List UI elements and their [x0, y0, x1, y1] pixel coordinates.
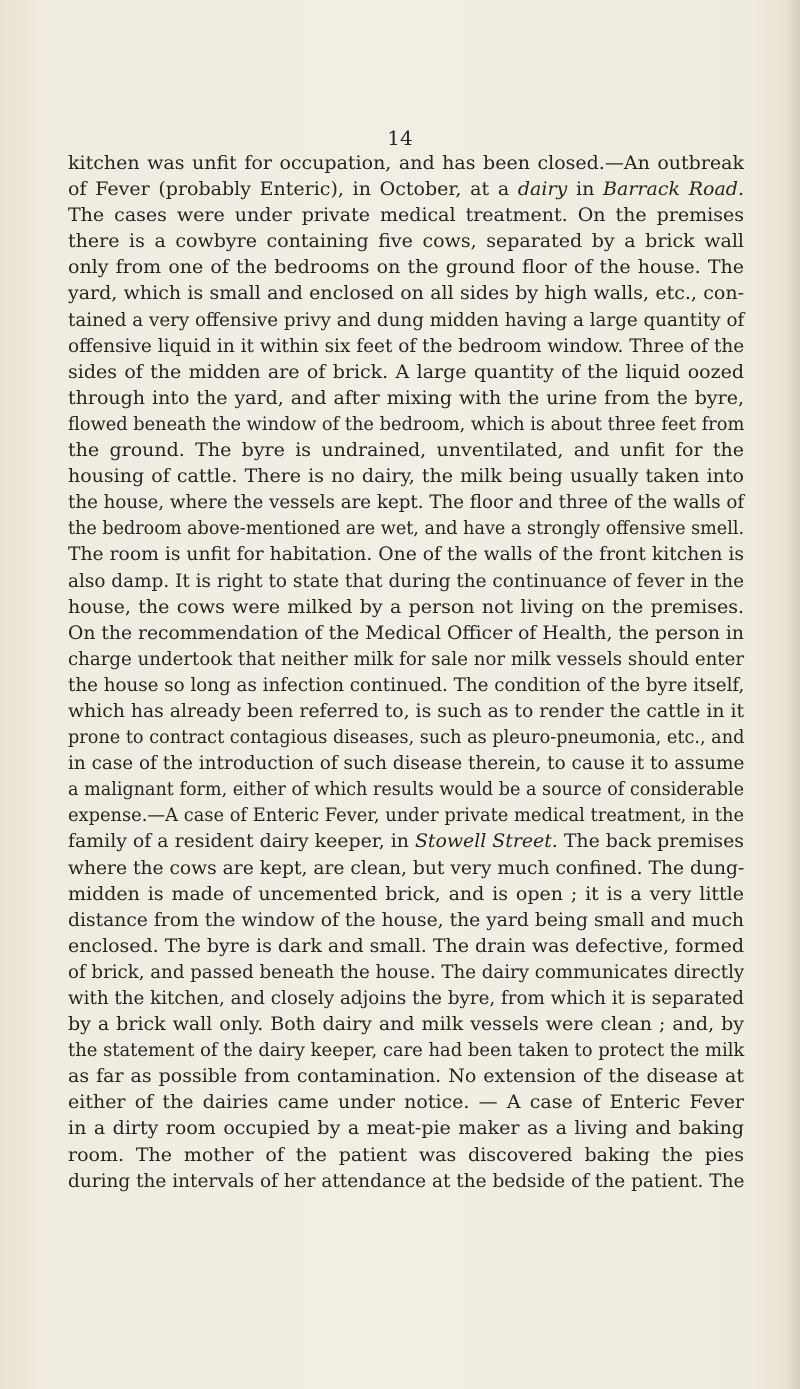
text-line	[68, 646, 744, 672]
text-line	[68, 1011, 744, 1037]
text-run: tained a very offensive privy and dung midden having a large quantity of	[68, 308, 745, 331]
text-line	[68, 1168, 744, 1194]
text-line	[68, 254, 744, 280]
text-run: enclosed. The byre is dark and small. The drain was defective, formed	[68, 934, 744, 957]
text-run: housing of cattle. There is no dairy, the milk being usually taken into	[68, 465, 744, 488]
text-run: kitchen was unfit for occupation, and has been closed.—An outbreak	[68, 152, 744, 174]
text-run: midden is made of uncemented brick, and is open ; it is a very little	[68, 882, 744, 905]
text-line	[68, 228, 744, 254]
text-run: distance from the window of the house, the yard being small and much	[68, 908, 744, 931]
text-line	[68, 489, 744, 515]
text-line	[68, 1063, 744, 1089]
text-line	[68, 933, 744, 959]
text-line	[68, 750, 744, 776]
text-line	[68, 855, 744, 881]
text-line	[68, 568, 744, 594]
text-run: prone to contract contagious diseases, such as pleuro-pneumonia, etc., and	[68, 726, 745, 749]
text-line	[68, 1142, 744, 1168]
text-line	[68, 620, 744, 646]
text-line	[68, 1115, 744, 1141]
text-line	[68, 594, 744, 620]
text-run: The room is unfit for habitation. One of the walls of the front kitchen is	[68, 543, 744, 566]
text-run: house, the cows were milked by a person not living on the premises.	[68, 595, 744, 618]
text-run: the ground. The byre is undrained, unventilated, and unfit for the	[68, 439, 744, 462]
text-run: On the recommendation of the Medical Officer of Health, the person in	[68, 621, 744, 644]
text-line	[68, 307, 744, 333]
text-line	[68, 150, 744, 176]
text-line	[68, 202, 744, 228]
text-line	[68, 541, 744, 567]
text-line	[68, 881, 744, 907]
text-run: The back premises	[557, 830, 745, 853]
text-run: in	[567, 178, 604, 201]
text-line	[68, 1037, 744, 1063]
text-run: where the cows are kept, are clean, but very much confined. The dung-	[68, 856, 745, 879]
text-line	[68, 907, 744, 933]
text-run: only from one of the bedrooms on the ground floor of the house. The	[68, 256, 744, 279]
italic-run: dairy	[517, 178, 568, 201]
text-run: The cases were under private medical treatment. On the premises	[68, 204, 744, 227]
text-line	[68, 672, 744, 698]
text-run: offensive liquid in it within six feet of the bedroom window. Three of the	[68, 334, 745, 357]
text-run: family of a resident dairy keeper, in	[68, 830, 415, 853]
text-line	[68, 515, 744, 541]
text-run: there is a cowbyre containing five cows, separated by a brick wall	[68, 230, 744, 253]
text-run: in a dirty room occupied by a meat-pie maker as a living and baking	[68, 1117, 744, 1140]
text-run: with the kitchen, and closely adjoins the byre, from which it is separated	[68, 987, 745, 1009]
text-line	[68, 176, 744, 202]
text-run: which has already been referred to, is such as to render the cattle in it	[68, 699, 745, 722]
text-line	[68, 985, 744, 1011]
italic-run: Stowell Street.	[414, 830, 558, 853]
text-run: charge undertook that neither milk for sale nor milk vessels should enter	[68, 647, 745, 670]
text-run: either of the dairies came under notice. — A case of Enteric Fever	[68, 1091, 744, 1114]
text-run: the bedroom above-mentioned are wet, and have a strongly offensive smell.	[68, 517, 745, 540]
text-run: yard, which is small and enclosed on all sides by high walls, etc., con-	[68, 282, 744, 305]
text-run: a malignant form, either of which results would be a source of considerable	[68, 778, 745, 801]
text-line	[68, 802, 744, 828]
text-run: by a brick wall only. Both dairy and milk vessels were clean ; and, by	[68, 1013, 744, 1036]
text-line	[68, 776, 744, 802]
text-line	[68, 385, 744, 411]
page-number: 14	[387, 126, 413, 150]
text-run: expense.—A case of Enteric Fever, under private medical treatment, in the	[68, 804, 745, 827]
text-line	[68, 1089, 744, 1115]
text-line	[68, 437, 744, 463]
text-run: sides of the midden are of brick. A large quantity of the liquid oozed	[68, 360, 744, 383]
italic-run: Barrack Road.	[603, 178, 744, 201]
text-run: flowed beneath the window of the bedroom, which is about three feet from	[68, 412, 745, 435]
text-line	[68, 280, 744, 306]
text-line	[68, 828, 744, 854]
text-line	[68, 698, 744, 724]
text-run: through into the yard, and after mixing with the urine from the byre,	[68, 386, 744, 409]
text-run: the house so long as infection continued. The condition of the byre itself,	[68, 673, 745, 696]
text-line	[68, 359, 744, 385]
text-line	[68, 724, 744, 750]
text-line	[68, 411, 744, 437]
text-run: room. The mother of the patient was discovered baking the pies	[68, 1143, 744, 1166]
text-run: in case of the introduction of such disease therein, to cause it to assume	[68, 752, 745, 775]
body-text	[68, 150, 744, 1194]
text-run: of brick, and passed beneath the house. The dairy communicates directly	[68, 960, 745, 983]
text-run: of Fever (probably Enteric), in October, at a	[68, 178, 518, 201]
text-line	[68, 463, 744, 489]
text-run: during the intervals of her attendance at the bedside of the patient. The	[68, 1169, 745, 1192]
text-line	[68, 959, 744, 985]
text-line	[68, 333, 744, 359]
text-run: as far as possible from contamination. No extension of the disease at	[68, 1065, 744, 1088]
page-edge-shadow	[786, 0, 800, 1389]
text-run: also damp. It is right to state that during the continuance of fever in the	[68, 569, 745, 592]
text-run: the statement of the dairy keeper, care had been taken to protect the milk	[68, 1039, 745, 1062]
text-run: the house, where the vessels are kept. The floor and three of the walls of	[68, 491, 745, 514]
